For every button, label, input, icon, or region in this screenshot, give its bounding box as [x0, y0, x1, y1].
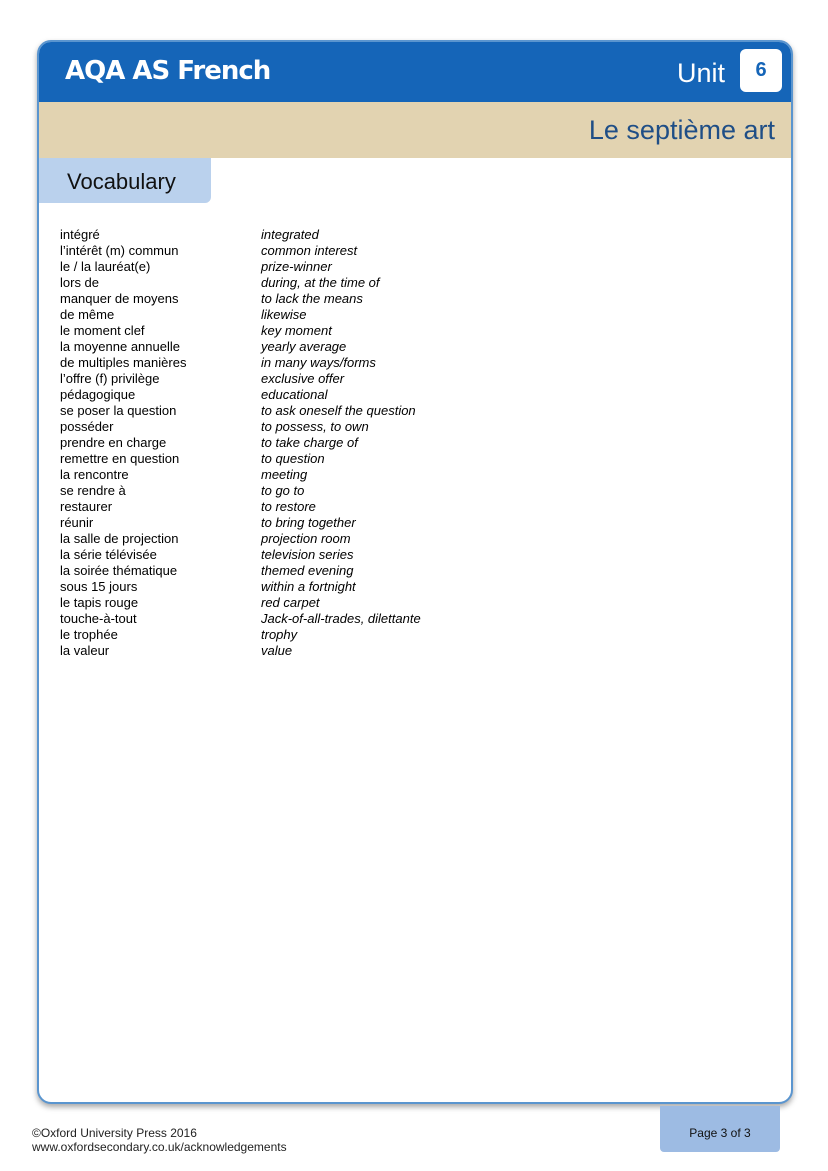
english-translation: to restore: [261, 499, 316, 514]
acknowledgements-url: www.oxfordsecondary.co.uk/acknowledgements: [32, 1140, 287, 1154]
english-translation: to possess, to own: [261, 419, 369, 434]
page-number: Page 3 of 3: [660, 1106, 780, 1152]
french-term: la valeur: [60, 643, 110, 658]
english-translation: yearly average: [261, 339, 347, 354]
french-term: l’intérêt (m) commun: [60, 243, 179, 258]
unit-number-badge: 6: [740, 49, 782, 92]
french-term: l’offre (f) privilège: [60, 371, 160, 386]
english-translation: educational: [261, 387, 328, 402]
english-translation: integrated: [261, 227, 319, 242]
section-tab-label: Vocabulary: [67, 169, 176, 194]
french-term: réunir: [60, 515, 94, 530]
french-term: le tapis rouge: [60, 595, 139, 610]
french-term: remettre en question: [60, 451, 180, 466]
english-translation: common interest: [261, 243, 358, 258]
english-translation: to go to: [261, 483, 305, 498]
worksheet-card: [37, 40, 793, 1104]
french-term: manquer de moyens: [60, 291, 179, 306]
english-translation: in many ways/forms: [261, 355, 376, 370]
english-translation: to take charge of: [261, 435, 358, 450]
french-term: touche-à-tout: [60, 611, 137, 626]
french-term: la moyenne annuelle: [60, 339, 180, 354]
french-term: de même: [60, 307, 115, 322]
english-translation: television series: [261, 547, 354, 562]
french-term: de multiples manières: [60, 355, 187, 370]
english-translation: during, at the time of: [261, 275, 380, 290]
english-translation: to lack the means: [261, 291, 363, 306]
french-term: la série télévisée: [60, 547, 157, 562]
english-translation: likewise: [261, 307, 307, 322]
english-translation: trophy: [261, 627, 298, 642]
english-translation: projection room: [261, 531, 351, 546]
english-translation: meeting: [261, 467, 308, 482]
english-translation: themed evening: [261, 563, 354, 578]
topic-band: [39, 102, 791, 158]
french-term: posséder: [60, 419, 114, 434]
english-translation: exclusive offer: [261, 371, 345, 386]
english-translation: to question: [261, 451, 325, 466]
english-translation: key moment: [261, 323, 332, 338]
french-term: intégré: [60, 227, 100, 242]
french-term: la soirée thématique: [60, 563, 178, 578]
header-bar: [39, 42, 791, 102]
english-translation: prize-winner: [261, 259, 332, 274]
english-translation: within a fortnight: [261, 579, 356, 594]
english-translation: to bring together: [261, 515, 356, 530]
english-translation: value: [261, 643, 293, 658]
french-term: la rencontre: [60, 467, 129, 482]
brand-title: AQA AS French: [65, 56, 271, 86]
french-term: lors de: [60, 275, 100, 290]
english-translation: Jack-of-all-trades, dilettante: [261, 611, 421, 626]
copyright: ©Oxford University Press 2016: [32, 1126, 197, 1140]
french-term: prendre en charge: [60, 435, 167, 450]
section-tab: [39, 158, 211, 203]
french-term: se rendre à: [60, 483, 126, 498]
english-translation: to ask oneself the question: [261, 403, 416, 418]
french-term: le / la lauréat(e): [60, 259, 151, 274]
french-term: le moment clef: [60, 323, 145, 338]
french-term: pédagogique: [60, 387, 136, 402]
topic-title: Le septième art: [588, 115, 775, 145]
footer-credits: [32, 1126, 287, 1154]
french-term: le trophée: [60, 627, 118, 642]
french-term: sous 15 jours: [60, 579, 138, 594]
english-translation: red carpet: [261, 595, 320, 610]
french-term: la salle de projection: [60, 531, 179, 546]
french-term: restaurer: [60, 499, 113, 514]
unit-label: Unit: [676, 58, 725, 88]
french-term: se poser la question: [60, 403, 177, 418]
